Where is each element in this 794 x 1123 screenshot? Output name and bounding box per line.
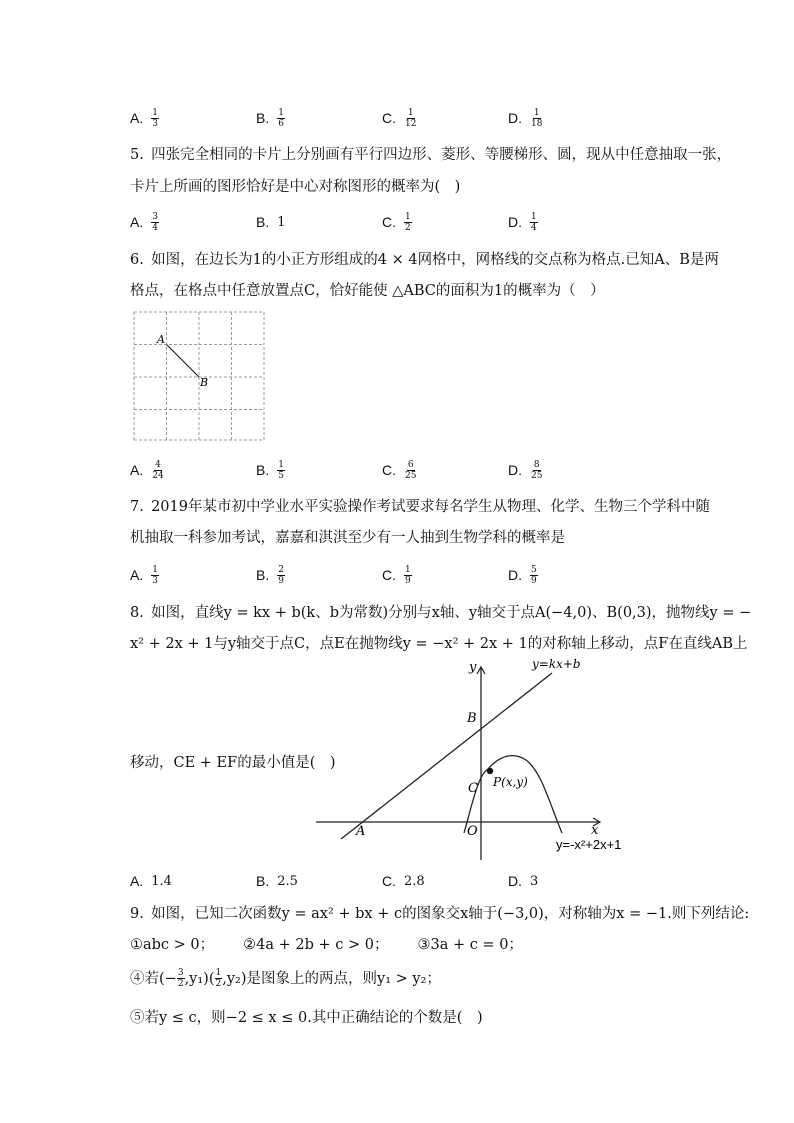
q6-grid-figure — [128, 306, 270, 446]
q9-text-line-3 — [130, 968, 441, 989]
option-fraction: $\frac{2}{9}$ — [278, 564, 284, 586]
option-label: C. — [382, 214, 396, 230]
q6-option-b — [256, 456, 285, 484]
q8-option-b — [256, 867, 298, 895]
x-axis-label: x — [591, 823, 599, 838]
option-value: 2.5 — [277, 873, 298, 889]
option-fraction: $\frac{3}{4}$ — [152, 211, 158, 233]
q7-option-a — [130, 561, 159, 589]
q9-line3-middle: y₁)( — [189, 970, 215, 987]
option-fraction: $\frac{1}{4}$ — [531, 211, 537, 233]
option-value: 1 — [277, 214, 286, 230]
option-value: 3 — [530, 873, 539, 889]
q6-option-d — [508, 456, 543, 484]
option-fraction: $\frac{1}{3}$ — [152, 107, 158, 129]
line-label: y=kx+b — [532, 657, 581, 671]
q8-text-line-2: x² + 2x + 1与y轴交于点C，点E在抛物线y = −x² + 2x + 1的对称轴上移动，点F在直线AB上 — [130, 636, 748, 652]
option-fraction: $\frac{4}{24}$ — [152, 459, 164, 481]
q4-option-a — [130, 104, 159, 132]
option-label: D. — [508, 214, 522, 230]
option-label: B. — [256, 214, 270, 230]
q9-line3-suffix: ,y₂)是图象上的两点，则y₁ > y₂； — [222, 970, 441, 987]
q6-option-c — [382, 456, 417, 484]
point-p-dot — [487, 768, 493, 774]
point-b-label: B — [467, 711, 477, 726]
segment-ab — [167, 345, 200, 378]
q4-option-b — [256, 104, 285, 132]
option-label: C. — [382, 567, 396, 583]
point-p-label: P(x,y) — [493, 775, 528, 789]
q5-text-line-1: 5. 四张完全相同的卡片上分别画有平行四边形、菱形、等腰梯形、圆，现从中任意抽取一张， — [130, 147, 732, 163]
option-label: D. — [508, 110, 522, 126]
option-value: 2.8 — [404, 873, 425, 889]
option-label: D. — [508, 873, 522, 889]
option-fraction: $\frac{6}{25}$ — [405, 459, 417, 481]
option-label: C. — [382, 462, 396, 478]
option-fraction: $\frac{1}{5}$ — [278, 459, 284, 481]
q8-text-line-1: 8. 如图，直线y = kx + b(k、b为常数)分别与x轴、y轴交于点A(−4,0)、B(0,3)，抛物线y = − — [130, 605, 752, 621]
q9-line3-comma: , — [184, 970, 190, 987]
option-fraction: $\frac{1}{9}$ — [405, 564, 411, 586]
option-label: B. — [256, 567, 270, 583]
q6-text-line-2: 格点，在格点中任意放置点C，恰好能使 △ABC的面积为1的概率为（ ） — [130, 283, 605, 299]
option-label: D. — [508, 567, 522, 583]
q4-option-c — [382, 104, 417, 132]
y-axis-label: y — [469, 660, 477, 675]
q8-option-a — [130, 867, 172, 895]
q9-text-line-4: ⑤若y ≤ c，则−2 ≤ x ≤ 0.其中正确结论的个数是( ) — [130, 1010, 483, 1026]
q5-option-a — [130, 208, 159, 236]
q9-line3-prefix: ④若( — [130, 970, 165, 987]
q9-fraction-1: $\frac{3}{2}$ — [177, 968, 184, 989]
q8-text-line-3: 移动，CE + EF的最小值是( ) — [130, 755, 336, 771]
grid-lines — [134, 312, 264, 440]
option-fraction: $\frac{8}{25}$ — [531, 459, 543, 481]
q9-line3-minus: − — [164, 970, 177, 987]
q9-fraction-2: $\frac{1}{2}$ — [215, 968, 222, 989]
option-fraction: $\frac{1}{2}$ — [405, 211, 411, 233]
origin-label: O — [467, 824, 478, 839]
option-value: 1.4 — [151, 873, 172, 889]
option-fraction: $\frac{5}{9}$ — [531, 564, 537, 586]
option-label: A. — [130, 110, 144, 126]
q7-option-c — [382, 561, 412, 589]
option-fraction: $\frac{1}{6}$ — [278, 107, 284, 129]
option-fraction: $\frac{1}{18}$ — [531, 107, 543, 129]
option-label: A. — [130, 873, 144, 889]
parabola-label: y=-x²+2x+1 — [556, 837, 622, 852]
q8-coordinate-figure — [310, 655, 630, 867]
q8-option-c — [382, 867, 425, 895]
option-fraction: $\frac{1}{12}$ — [405, 107, 417, 129]
option-label: C. — [382, 873, 396, 889]
q9-text-line-1: 9. 如图，已知二次函数y = ax² + bx + c的图象交x轴于(−3,0)，对称轴为x = −1.则下列结论: — [130, 906, 750, 922]
q5-option-c — [382, 208, 412, 236]
q6-option-a — [130, 456, 165, 484]
q5-text-line-2: 卡片上所画的图形恰好是中心对称图形的概率为( ) — [130, 179, 461, 195]
point-b-label: B — [200, 376, 209, 389]
option-label: A. — [130, 567, 144, 583]
q6-text-line-1: 6. 如图，在边长为1的小正方形组成的4 × 4网格中，网格线的交点称为格点.已知A、B是两 — [130, 252, 719, 268]
option-label: C. — [382, 110, 396, 126]
q7-option-b — [256, 561, 285, 589]
option-label: B. — [256, 873, 270, 889]
q8-option-d — [508, 867, 538, 895]
option-label: A. — [130, 462, 144, 478]
q5-option-d — [508, 208, 538, 236]
option-label: A. — [130, 214, 144, 230]
q5-option-b — [256, 208, 286, 236]
point-a-label: A — [356, 824, 366, 839]
option-label: B. — [256, 462, 270, 478]
point-a-label: A — [157, 333, 165, 346]
q7-text-line-1: 7. 2019年某市初中学业水平实验操作考试要求每名学生从物理、化学、生物三个学科中随 — [130, 499, 710, 515]
q7-option-d — [508, 561, 538, 589]
point-c-label: C — [468, 781, 478, 796]
option-label: D. — [508, 462, 522, 478]
option-label: B. — [256, 110, 270, 126]
line-ab — [341, 673, 552, 839]
option-fraction: $\frac{1}{3}$ — [152, 564, 158, 586]
q7-text-line-2: 机抽取一科参加考试，嘉嘉和淇淇至少有一人抽到生物学科的概率是 — [130, 530, 565, 546]
q9-text-line-2: ①abc > 0； ②4a + 2b + c > 0； ③3a + c = 0； — [130, 937, 523, 953]
q4-option-d — [508, 104, 543, 132]
